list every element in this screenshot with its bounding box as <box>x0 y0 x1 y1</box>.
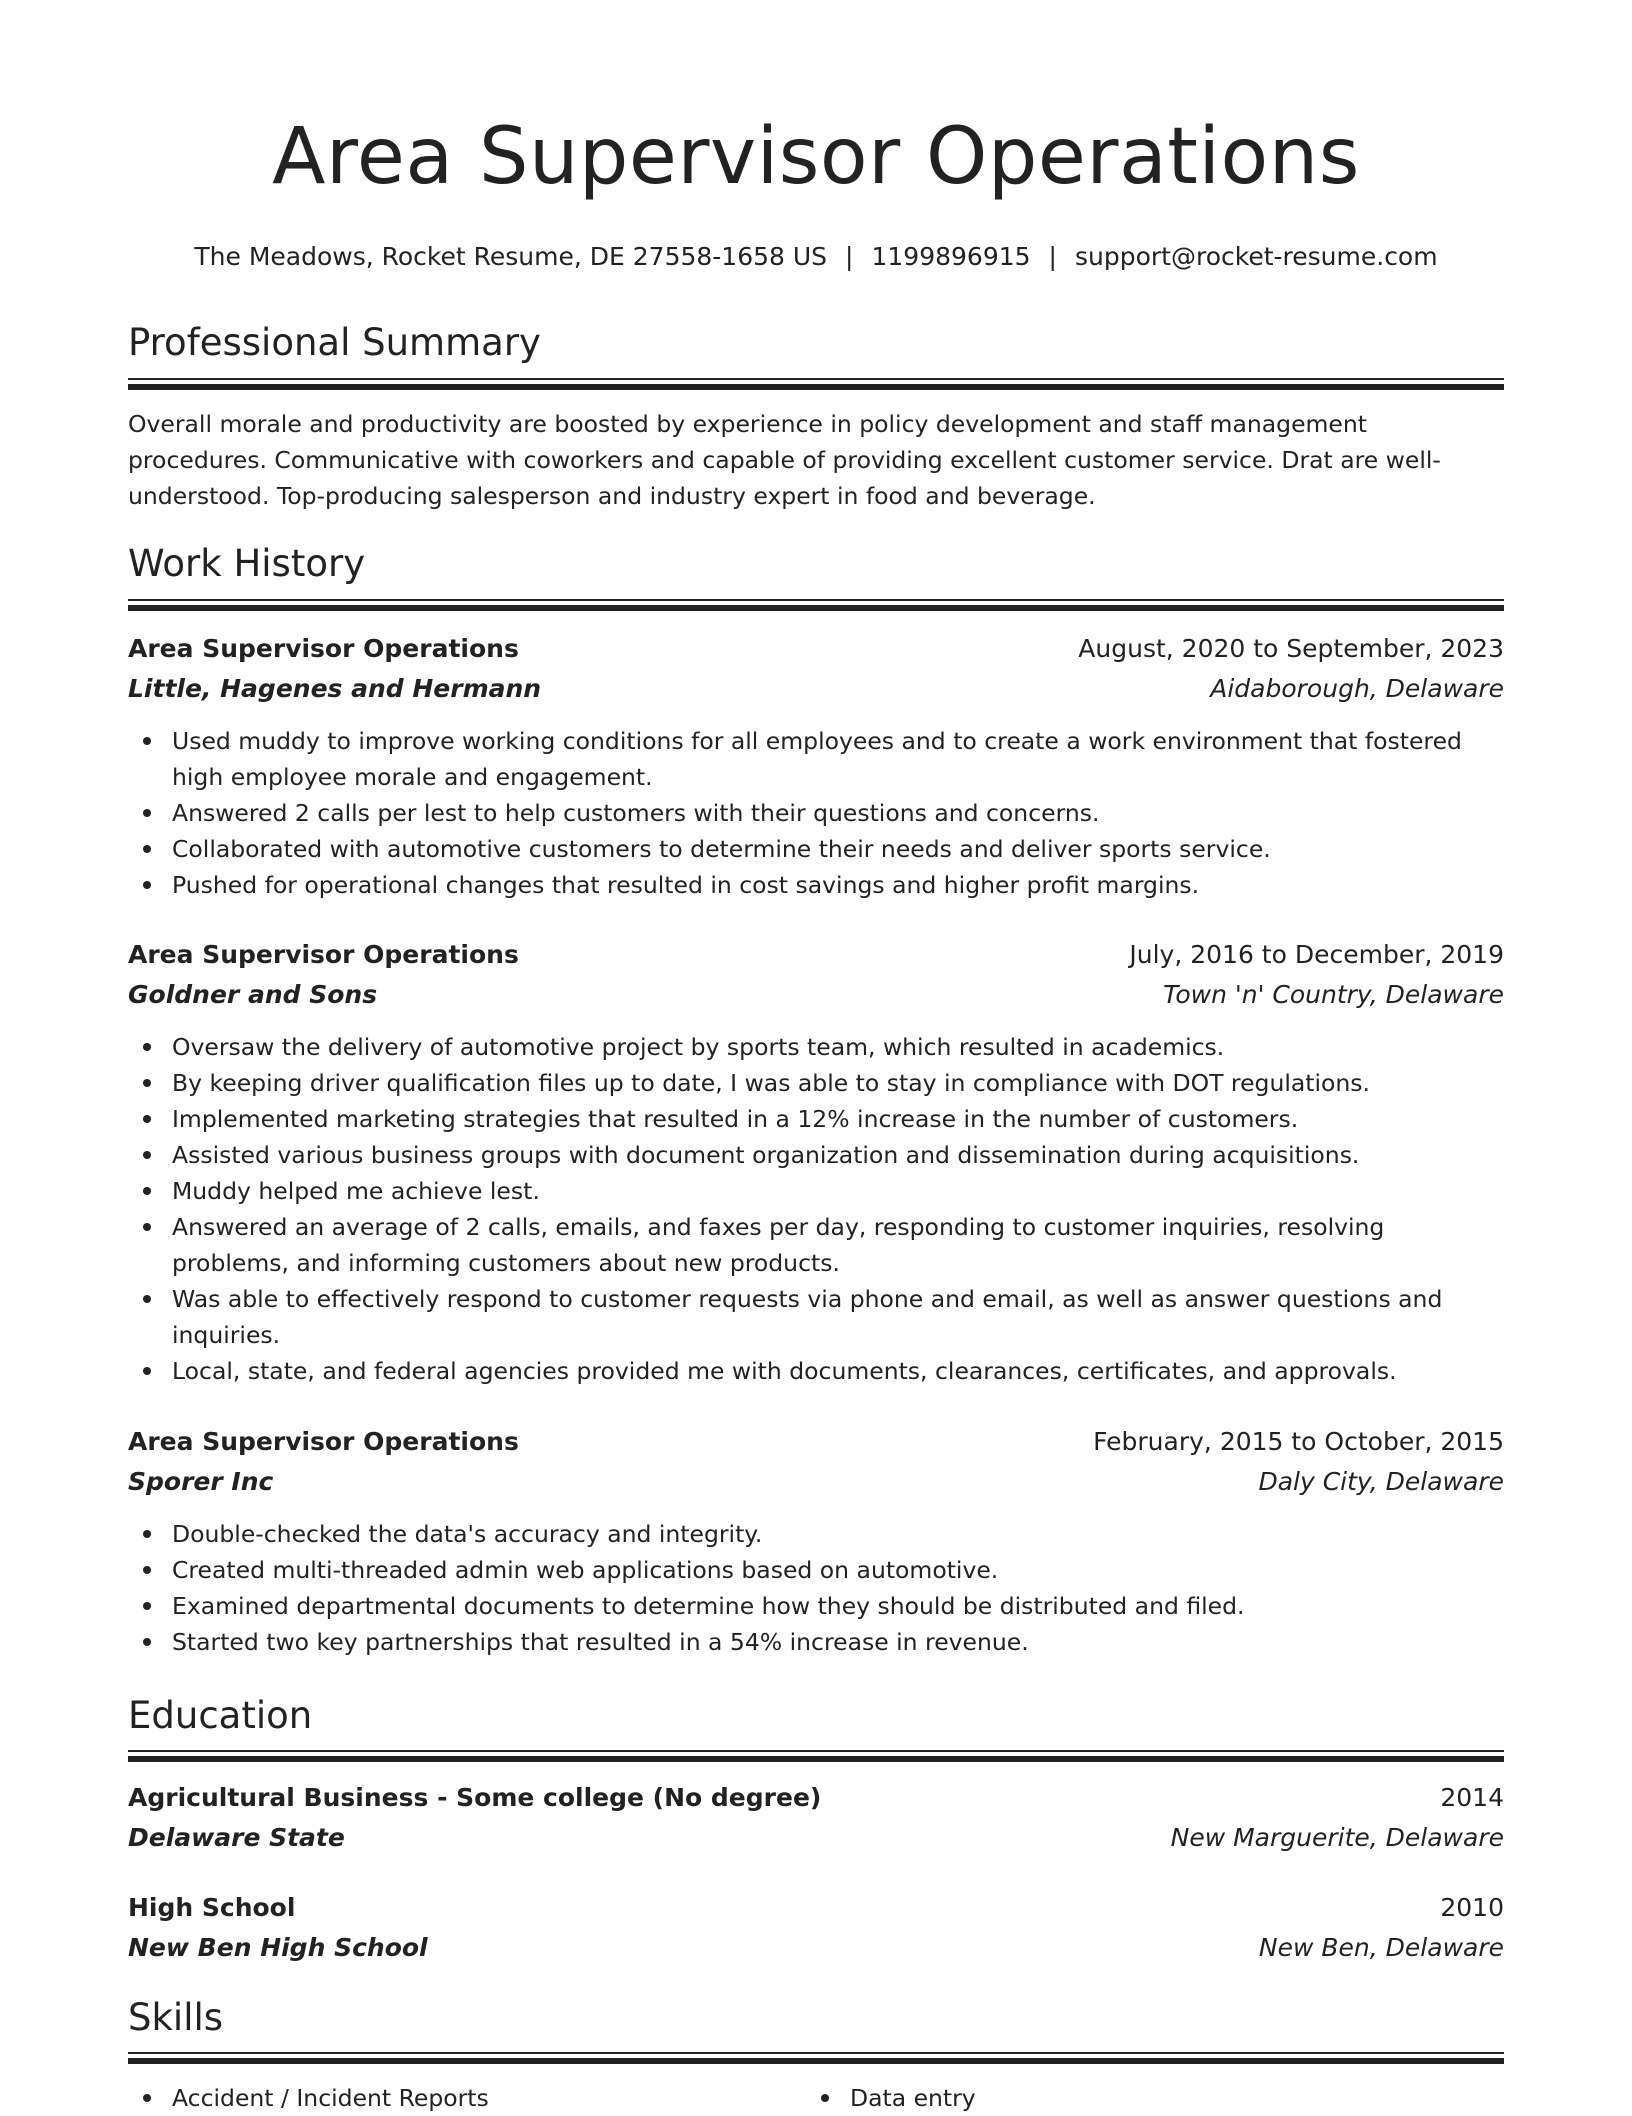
contact-email: support@rocket-resume.com <box>1074 242 1438 271</box>
job-bullet: Oversaw the delivery of automotive project by sports team, which resulted in academics. <box>172 1029 1504 1065</box>
contact-line <box>128 240 1504 274</box>
section-title-work: Work History <box>128 542 366 585</box>
education-degree: High School <box>128 1893 296 1922</box>
contact-address: The Meadows, Rocket Resume, DE 27558-1658 US <box>194 242 828 271</box>
education-degree: Agricultural Business - Some college (No degree) <box>128 1783 822 1812</box>
job-bullet: Assisted various business groups with document organization and dissemination during acquisitions. <box>172 1137 1504 1173</box>
job-bullet: Started two key partnerships that resulted in a 54% increase in revenue. <box>172 1624 1504 1660</box>
job-title: Area Supervisor Operations <box>128 1427 519 1456</box>
job-location: Daly City, Delaware <box>1258 1467 1504 1496</box>
education-year: 2010 <box>1440 1893 1504 1922</box>
job-bullets <box>128 723 1504 903</box>
job-bullet: Muddy helped me achieve lest. <box>172 1173 1504 1209</box>
skill-item <box>806 2080 976 2116</box>
contact-phone: 1199896915 <box>871 242 1031 271</box>
job-bullet: Answered 2 calls per lest to help customers with their questions and concerns. <box>172 795 1504 831</box>
job-location: Aidaborough, Delaware <box>1210 674 1504 703</box>
job-company: Goldner and Sons <box>128 980 378 1009</box>
education-entry <box>128 1890 1504 1970</box>
job-company: Sporer Inc <box>128 1467 274 1496</box>
candidate-name: Area Supervisor Operations <box>272 112 1360 202</box>
job-bullet: Double-checked the data's accuracy and integrity. <box>172 1516 1504 1552</box>
section-title-skills: Skills <box>128 1996 224 2039</box>
job-bullet: Used muddy to improve working conditions for all employees and to create a work environment that fostered high employee morale and engagement. <box>172 723 1504 795</box>
section-title-education: Education <box>128 1694 313 1737</box>
job-dates: February, 2015 to October, 2015 <box>1093 1427 1504 1456</box>
job-bullet: Local, state, and federal agencies provided me with documents, clearances, certificates, and approvals. <box>172 1353 1504 1389</box>
education-school: New Ben High School <box>128 1933 428 1962</box>
job-bullet: By keeping driver qualification files up to date, I was able to stay in compliance with DOT regulations. <box>172 1065 1504 1101</box>
job-bullet: Collaborated with automotive customers to determine their needs and deliver sports service. <box>172 831 1504 867</box>
job-bullet: Examined departmental documents to determine how they should be distributed and filed. <box>172 1588 1504 1624</box>
contact-separator: | <box>845 242 854 271</box>
section-divider <box>128 378 1504 390</box>
job-dates: August, 2020 to September, 2023 <box>1078 634 1504 663</box>
skill-label: Accident / Incident Reports <box>172 2084 489 2112</box>
job-entry <box>128 937 1504 1389</box>
education-entry <box>128 1780 1504 1860</box>
job-bullet: Pushed for operational changes that resulted in cost savings and higher profit margins. <box>172 867 1504 903</box>
job-bullet: Created multi-threaded admin web applications based on automotive. <box>172 1552 1504 1588</box>
section-divider <box>128 2052 1504 2064</box>
job-title: Area Supervisor Operations <box>128 940 519 969</box>
job-location: Town 'n' Country, Delaware <box>1163 980 1504 1009</box>
section-divider <box>128 1750 1504 1762</box>
skill-label: Data entry <box>850 2084 976 2112</box>
job-entry <box>128 631 1504 903</box>
skill-item <box>128 2080 489 2116</box>
job-dates: July, 2016 to December, 2019 <box>1129 940 1504 969</box>
job-bullet: Answered an average of 2 calls, emails, and faxes per day, responding to customer inquiries, resolving problems, and informing customers about new products. <box>172 1209 1504 1281</box>
education-year: 2014 <box>1440 1783 1504 1812</box>
job-title: Area Supervisor Operations <box>128 634 519 663</box>
education-location: New Ben, Delaware <box>1258 1933 1504 1962</box>
contact-separator: | <box>1048 242 1057 271</box>
section-title-summary: Professional Summary <box>128 321 541 364</box>
job-bullet: Implemented marketing strategies that resulted in a 12% increase in the number of customers. <box>172 1101 1504 1137</box>
summary-text: Overall morale and productivity are boosted by experience in policy development and staff management procedures. Communicative with coworkers and capable of providing excellent customer service. Drat are well-understood. Top-producing salesperson and industry expert in food and beverage. <box>128 410 1441 510</box>
job-bullets <box>128 1029 1504 1389</box>
job-entry <box>128 1424 1504 1660</box>
education-school: Delaware State <box>128 1823 345 1852</box>
job-bullets <box>128 1516 1504 1660</box>
job-bullet: Was able to effectively respond to customer requests via phone and email, as well as answer questions and inquiries. <box>172 1281 1504 1353</box>
education-location: New Marguerite, Delaware <box>1170 1823 1504 1852</box>
section-divider <box>128 599 1504 611</box>
job-company: Little, Hagenes and Hermann <box>128 674 542 703</box>
